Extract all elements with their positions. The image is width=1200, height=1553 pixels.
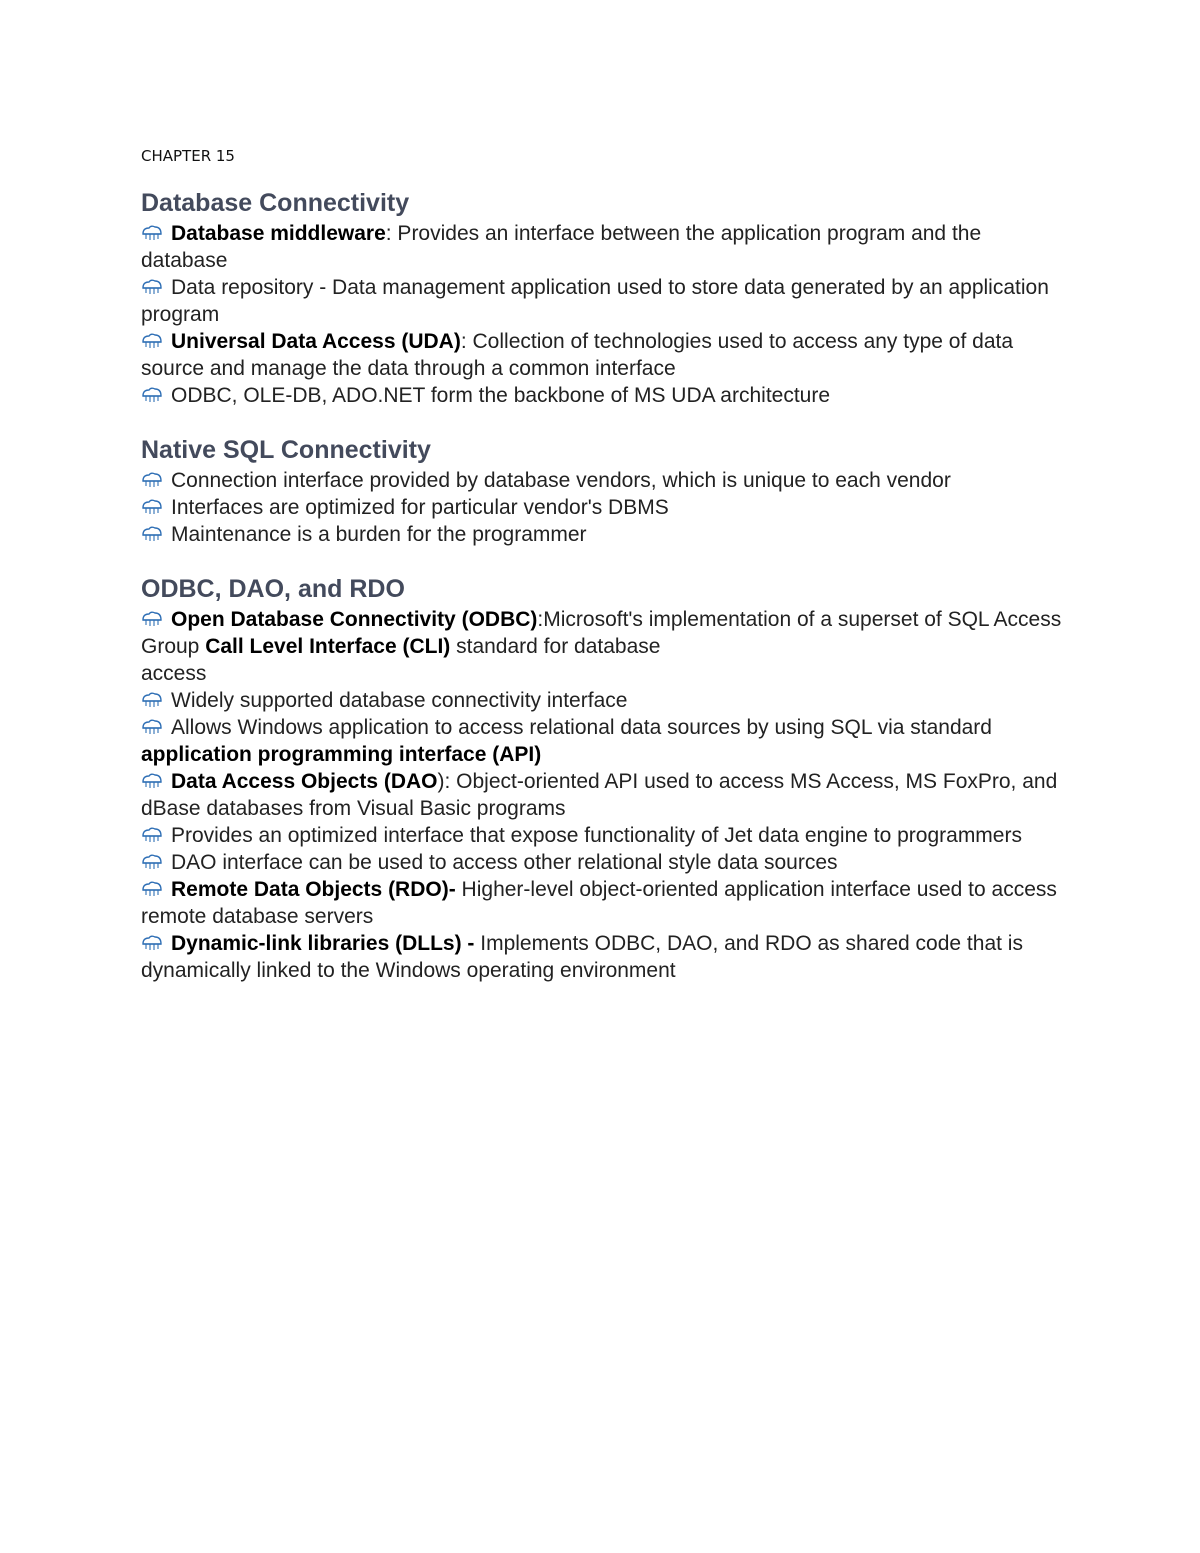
cloud-umbrella-icon (141, 275, 163, 291)
bullet-item (141, 382, 1071, 409)
cloud-umbrella-icon (141, 522, 163, 538)
bullet-term: Remote Data Objects (RDO)- (171, 878, 456, 901)
bullet-item (141, 849, 1071, 876)
bullet-item (141, 768, 1071, 822)
bullet-item (141, 220, 1071, 274)
cloud-umbrella-icon (141, 877, 163, 893)
bullet-term: Data Access Objects (DAO (171, 770, 438, 793)
bullet-text: : Collection of technologies used to access any type of data source and manage the data through a common interface (141, 330, 1014, 380)
bullet-text: access (141, 662, 207, 685)
bullet-item (141, 714, 1071, 768)
cloud-umbrella-icon (141, 468, 163, 484)
bullet-item (141, 606, 1071, 687)
bullet-text: :Microsoft's implementation of a superset of SQL Access Group (141, 608, 1062, 658)
section-native-sql-connectivity (141, 433, 1071, 548)
bullet-text: ): Object-oriented API used to access MS Access, MS FoxPro, and dBase databases from Visual Basic programs (141, 770, 1058, 820)
cloud-umbrella-icon (141, 715, 163, 731)
bullet-text: Data repository - Data management application used to store data generated by an application program (141, 276, 1049, 326)
bullet-text: ODBC, OLE-DB, ADO.NET form the backbone of MS UDA architecture (171, 384, 831, 407)
bullet-item (141, 494, 1071, 521)
bullet-text: Connection interface provided by database vendors, which is unique to each vendor (171, 469, 951, 492)
section-title: Database Connectivity (141, 189, 410, 217)
cloud-umbrella-icon (141, 495, 163, 511)
bullet-term: Universal Data Access (UDA) (171, 330, 461, 353)
bullet-term: Database middleware (171, 222, 386, 245)
section-title: ODBC, DAO, and RDO (141, 575, 405, 603)
bullet-text: Widely supported database connectivity interface (171, 689, 628, 712)
bullet-text: DAO interface can be used to access other relational style data sources (171, 851, 838, 874)
bullet-item (141, 467, 1071, 494)
bullet-item (141, 328, 1071, 382)
bullet-text: Implements ODBC, DAO, and RDO as shared code that is dynamically linked to the Windows operating environment (141, 932, 1023, 982)
bullet-item (141, 822, 1071, 849)
cloud-umbrella-icon (141, 221, 163, 237)
bullet-text: standard for database (450, 635, 661, 658)
bullet-term: Dynamic-link libraries (DLLs) - (171, 932, 475, 955)
chapter-label: CHAPTER 15 (141, 147, 235, 165)
bullet-text: Provides an optimized interface that expose functionality of Jet data engine to programmers (171, 824, 1022, 847)
bullet-text: Interfaces are optimized for particular vendor's DBMS (171, 496, 669, 519)
bullet-term: application programming interface (API) (141, 743, 542, 766)
bullet-text: Allows Windows application to access relational data sources by using SQL via standard (171, 716, 992, 739)
bullet-item (141, 876, 1071, 930)
cloud-umbrella-icon (141, 607, 163, 623)
bullet-item (141, 930, 1071, 984)
bullet-text: Higher-level object-oriented application interface used to access remote database servers (141, 878, 1057, 928)
bullet-item (141, 521, 1071, 548)
cloud-umbrella-icon (141, 931, 163, 947)
document-body (141, 140, 1071, 1008)
section-title: Native SQL Connectivity (141, 436, 431, 464)
cloud-umbrella-icon (141, 769, 163, 785)
cloud-umbrella-icon (141, 329, 163, 345)
cloud-umbrella-icon (141, 383, 163, 399)
bullet-term: Call Level Interface (CLI) (205, 635, 451, 658)
cloud-umbrella-icon (141, 823, 163, 839)
bullet-item (141, 687, 1071, 714)
bullet-item (141, 274, 1071, 328)
section-odbc-dao-rdo (141, 572, 1071, 984)
cloud-umbrella-icon (141, 850, 163, 866)
bullet-text: Maintenance is a burden for the programmer (171, 523, 587, 546)
section-database-connectivity (141, 186, 1071, 409)
bullet-text: : Provides an interface between the application program and the database (141, 222, 982, 272)
bullet-term: Open Database Connectivity (ODBC) (171, 608, 538, 631)
cloud-umbrella-icon (141, 688, 163, 704)
